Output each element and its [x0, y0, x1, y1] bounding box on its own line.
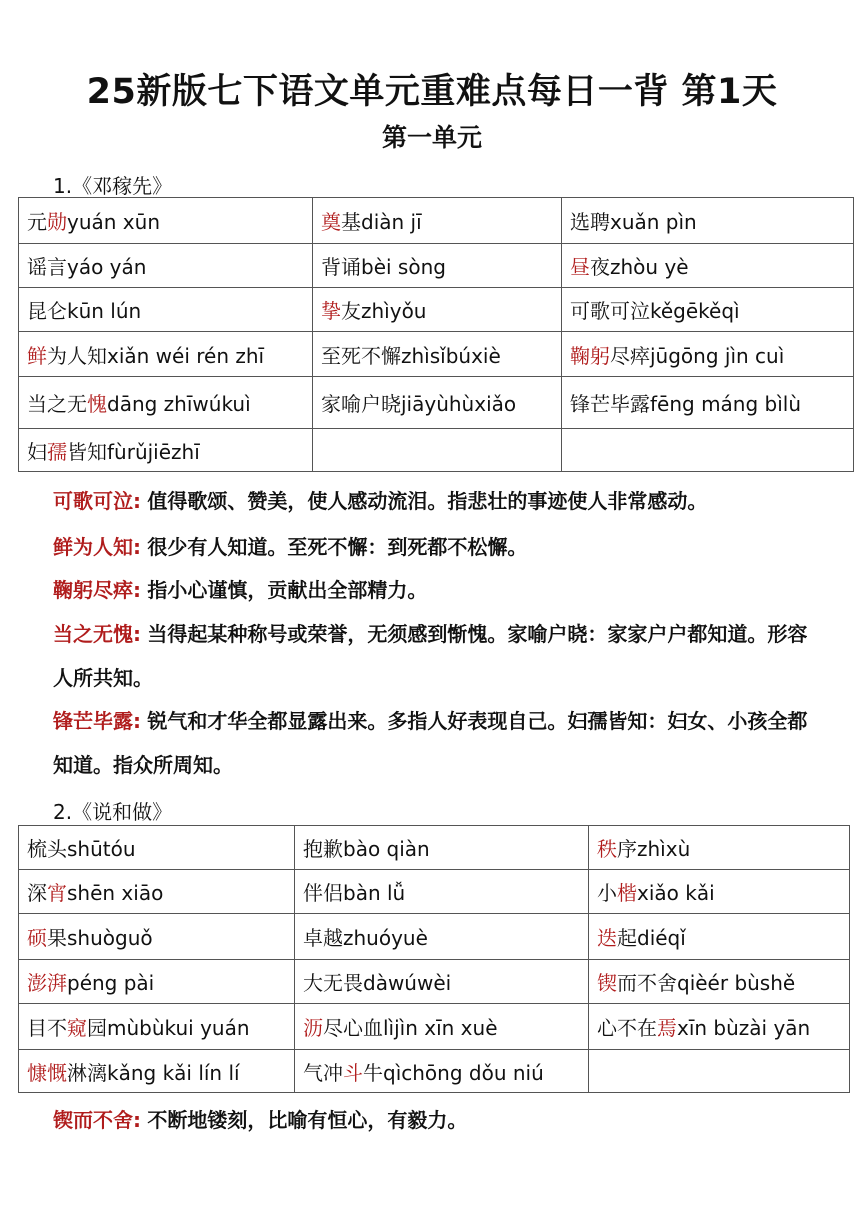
vocab-cell	[295, 914, 589, 960]
table-row	[19, 244, 854, 288]
vocab-text: yuán xūn	[67, 210, 160, 234]
vocab-cell	[19, 244, 313, 288]
definition-note	[53, 1098, 825, 1142]
vocab-cell	[19, 870, 295, 914]
vocab-cell	[19, 332, 313, 377]
vocab-text: 序zhìxù	[617, 837, 691, 861]
note-text: 指小心谨慎，贡献出全部精力。	[147, 578, 428, 602]
definition-note	[53, 699, 825, 787]
vocab-text: 当之无	[27, 392, 87, 416]
vocab-cell	[589, 914, 850, 960]
highlight-char: 锲	[597, 971, 617, 995]
vocab-cell	[295, 1050, 589, 1093]
unit-title: 第一单元	[381, 123, 482, 152]
page-title: 25新版七下语文单元重难点每日一背 第1天	[86, 72, 778, 112]
highlight-char: 斗	[343, 1060, 363, 1085]
vocab-text: 元	[27, 210, 47, 234]
vocab-text: péng pài	[67, 971, 155, 995]
table-row	[19, 1050, 850, 1093]
vocab-cell	[19, 198, 313, 244]
table-row	[19, 198, 854, 244]
highlight-char: 澎湃	[27, 971, 67, 995]
note-term: 鞠躬尽瘁:	[53, 578, 141, 602]
vocab-text: 伴侣bàn lǚ	[303, 881, 406, 905]
vocab-cell	[562, 198, 854, 244]
vocab-cell	[562, 377, 854, 429]
highlight-char: 鲜	[27, 343, 47, 368]
table-row	[19, 960, 850, 1004]
vocab-text: 而不舍qièér bùshě	[617, 971, 796, 995]
table-row	[19, 914, 850, 960]
table-row	[19, 429, 854, 472]
vocab-cell	[295, 1004, 589, 1050]
vocab-text: 深	[27, 881, 47, 905]
vocab-cell	[295, 826, 589, 870]
vocab-cell	[295, 870, 589, 914]
highlight-char: 窥	[67, 1016, 87, 1040]
vocab-text: dāng zhīwúkuì	[107, 392, 251, 416]
vocab-text: 选聘xuǎn pìn	[570, 210, 697, 234]
table-row	[19, 332, 854, 377]
vocab-cell	[19, 377, 313, 429]
highlight-char: 奠	[321, 210, 341, 234]
vocab-cell	[19, 914, 295, 960]
vocab-text: 小	[597, 881, 617, 905]
highlight-char: 慷慨	[27, 1060, 67, 1085]
vocab-text: 梳头shūtóu	[27, 837, 136, 861]
vocab-text: 可歌可泣kěgēkěqì	[570, 299, 740, 323]
vocab-text: 友zhìyǒu	[341, 299, 427, 323]
vocab-cell	[562, 332, 854, 377]
highlight-char: 焉	[657, 1016, 677, 1040]
vocab-cell	[589, 870, 850, 914]
table-row	[19, 870, 850, 914]
vocab-text: 抱歉bào qiàn	[303, 837, 430, 861]
vocab-cell	[589, 960, 850, 1004]
note-term: 锲而不舍:	[53, 1108, 141, 1132]
vocab-cell	[313, 288, 562, 332]
highlight-char: 楷	[617, 881, 637, 905]
highlight-char: 挚	[321, 299, 341, 323]
definition-note	[53, 568, 825, 612]
vocab-text: 尽心血lìjìn xīn xuè	[323, 1016, 498, 1040]
vocab-text: 卓越zhuóyuè	[303, 926, 428, 950]
vocab-text: shēn xiāo	[67, 881, 164, 905]
highlight-char: 孺	[47, 439, 67, 464]
vocab-text: 至死不懈zhìsǐbúxiè	[321, 343, 501, 368]
note-text: 当得起某种称号或荣誉，无须感到惭愧。家喻户晓：家家户户都知道。形容人所共知。	[53, 622, 808, 690]
vocab-text: 皆知fùrǔjiēzhī	[67, 439, 200, 464]
vocab-cell	[313, 332, 562, 377]
vocab-text: 园mùbùkui yuán	[87, 1016, 250, 1040]
vocab-cell	[19, 429, 313, 472]
highlight-char: 宵	[47, 881, 67, 905]
vocab-cell	[19, 288, 313, 332]
table-row	[19, 826, 850, 870]
vocab-text: 谣言yáo yán	[27, 255, 147, 279]
note-term: 锋芒毕露:	[53, 709, 141, 733]
vocab-cell	[313, 377, 562, 429]
vocab-cell	[313, 244, 562, 288]
vocab-cell	[589, 826, 850, 870]
vocab-cell	[589, 1050, 850, 1093]
table-row	[19, 1004, 850, 1050]
definition-note	[53, 612, 825, 700]
vocab-cell	[19, 826, 295, 870]
vocab-text: 气冲	[303, 1060, 343, 1085]
vocab-cell	[313, 198, 562, 244]
vocab-text: 大无畏dàwúwèi	[303, 971, 452, 995]
vocab-text: 为人知xiǎn wéi rén zhī	[47, 343, 265, 368]
definition-note	[53, 525, 825, 569]
highlight-char: 鞠躬	[570, 343, 610, 368]
vocab-text: 家喻户晓jiāyùhùxiǎo	[321, 392, 517, 416]
note-term: 鲜为人知:	[53, 535, 141, 559]
vocab-text: 昆仑kūn lún	[27, 299, 142, 323]
vocab-cell	[562, 288, 854, 332]
note-text: 很少有人知道。至死不懈：到死都不松懈。	[147, 535, 528, 559]
vocab-cell	[19, 1050, 295, 1093]
note-text: 不断地镂刻，比喻有恒心，有毅力。	[147, 1108, 468, 1132]
vocab-cell	[295, 960, 589, 1004]
vocab-table-1	[18, 197, 854, 472]
vocab-text: xīn bùzài yān	[677, 1016, 811, 1040]
vocab-text: 基diàn jī	[341, 210, 422, 234]
definition-note	[53, 479, 825, 523]
vocab-text: 果shuòguǒ	[47, 926, 153, 950]
highlight-char: 秩	[597, 837, 617, 861]
vocab-text: 尽瘁jūgōng jìn cuì	[610, 343, 785, 368]
vocab-text: xiǎo kǎi	[637, 881, 715, 905]
vocab-text: 牛qìchōng dǒu niú	[363, 1060, 544, 1085]
vocab-cell	[19, 960, 295, 1004]
vocab-text: 淋漓kǎng kǎi lín lí	[67, 1060, 240, 1085]
note-text: 值得歌颂、赞美，使人感动流泪。指悲壮的事迹使人非常感动。	[147, 489, 708, 513]
vocab-table-2	[18, 825, 850, 1093]
highlight-char: 愧	[87, 392, 107, 416]
highlight-char: 沥	[303, 1016, 323, 1040]
highlight-char: 昼	[570, 255, 590, 279]
vocab-cell	[19, 1004, 295, 1050]
vocab-text: 妇	[27, 439, 47, 464]
vocab-cell	[589, 1004, 850, 1050]
table-row	[19, 288, 854, 332]
highlight-char: 硕	[27, 926, 47, 950]
vocab-cell	[313, 429, 562, 472]
vocab-text: 心不在	[597, 1016, 657, 1040]
highlight-char: 迭	[597, 926, 617, 950]
vocab-text: 夜zhòu yè	[590, 255, 689, 279]
note-text: 锐气和才华全都显露出来。多指人好表现自己。妇孺皆知：妇女、小孩全都知道。指众所周知。	[53, 709, 808, 777]
vocab-text: 起diéqǐ	[617, 926, 686, 950]
highlight-char: 勋	[47, 210, 67, 234]
note-term: 当之无愧:	[53, 622, 141, 646]
vocab-cell	[562, 429, 854, 472]
vocab-text: 锋芒毕露fēng máng bìlù	[570, 392, 802, 416]
vocab-text: 目不	[27, 1016, 67, 1040]
vocab-cell	[562, 244, 854, 288]
note-term: 可歌可泣:	[53, 489, 141, 513]
vocab-text: 背诵bèi sòng	[321, 255, 446, 279]
section-heading-2: 2.《说和做》	[53, 800, 173, 824]
section-heading-1: 1.《邓稼先》	[53, 174, 173, 198]
table-row	[19, 377, 854, 429]
